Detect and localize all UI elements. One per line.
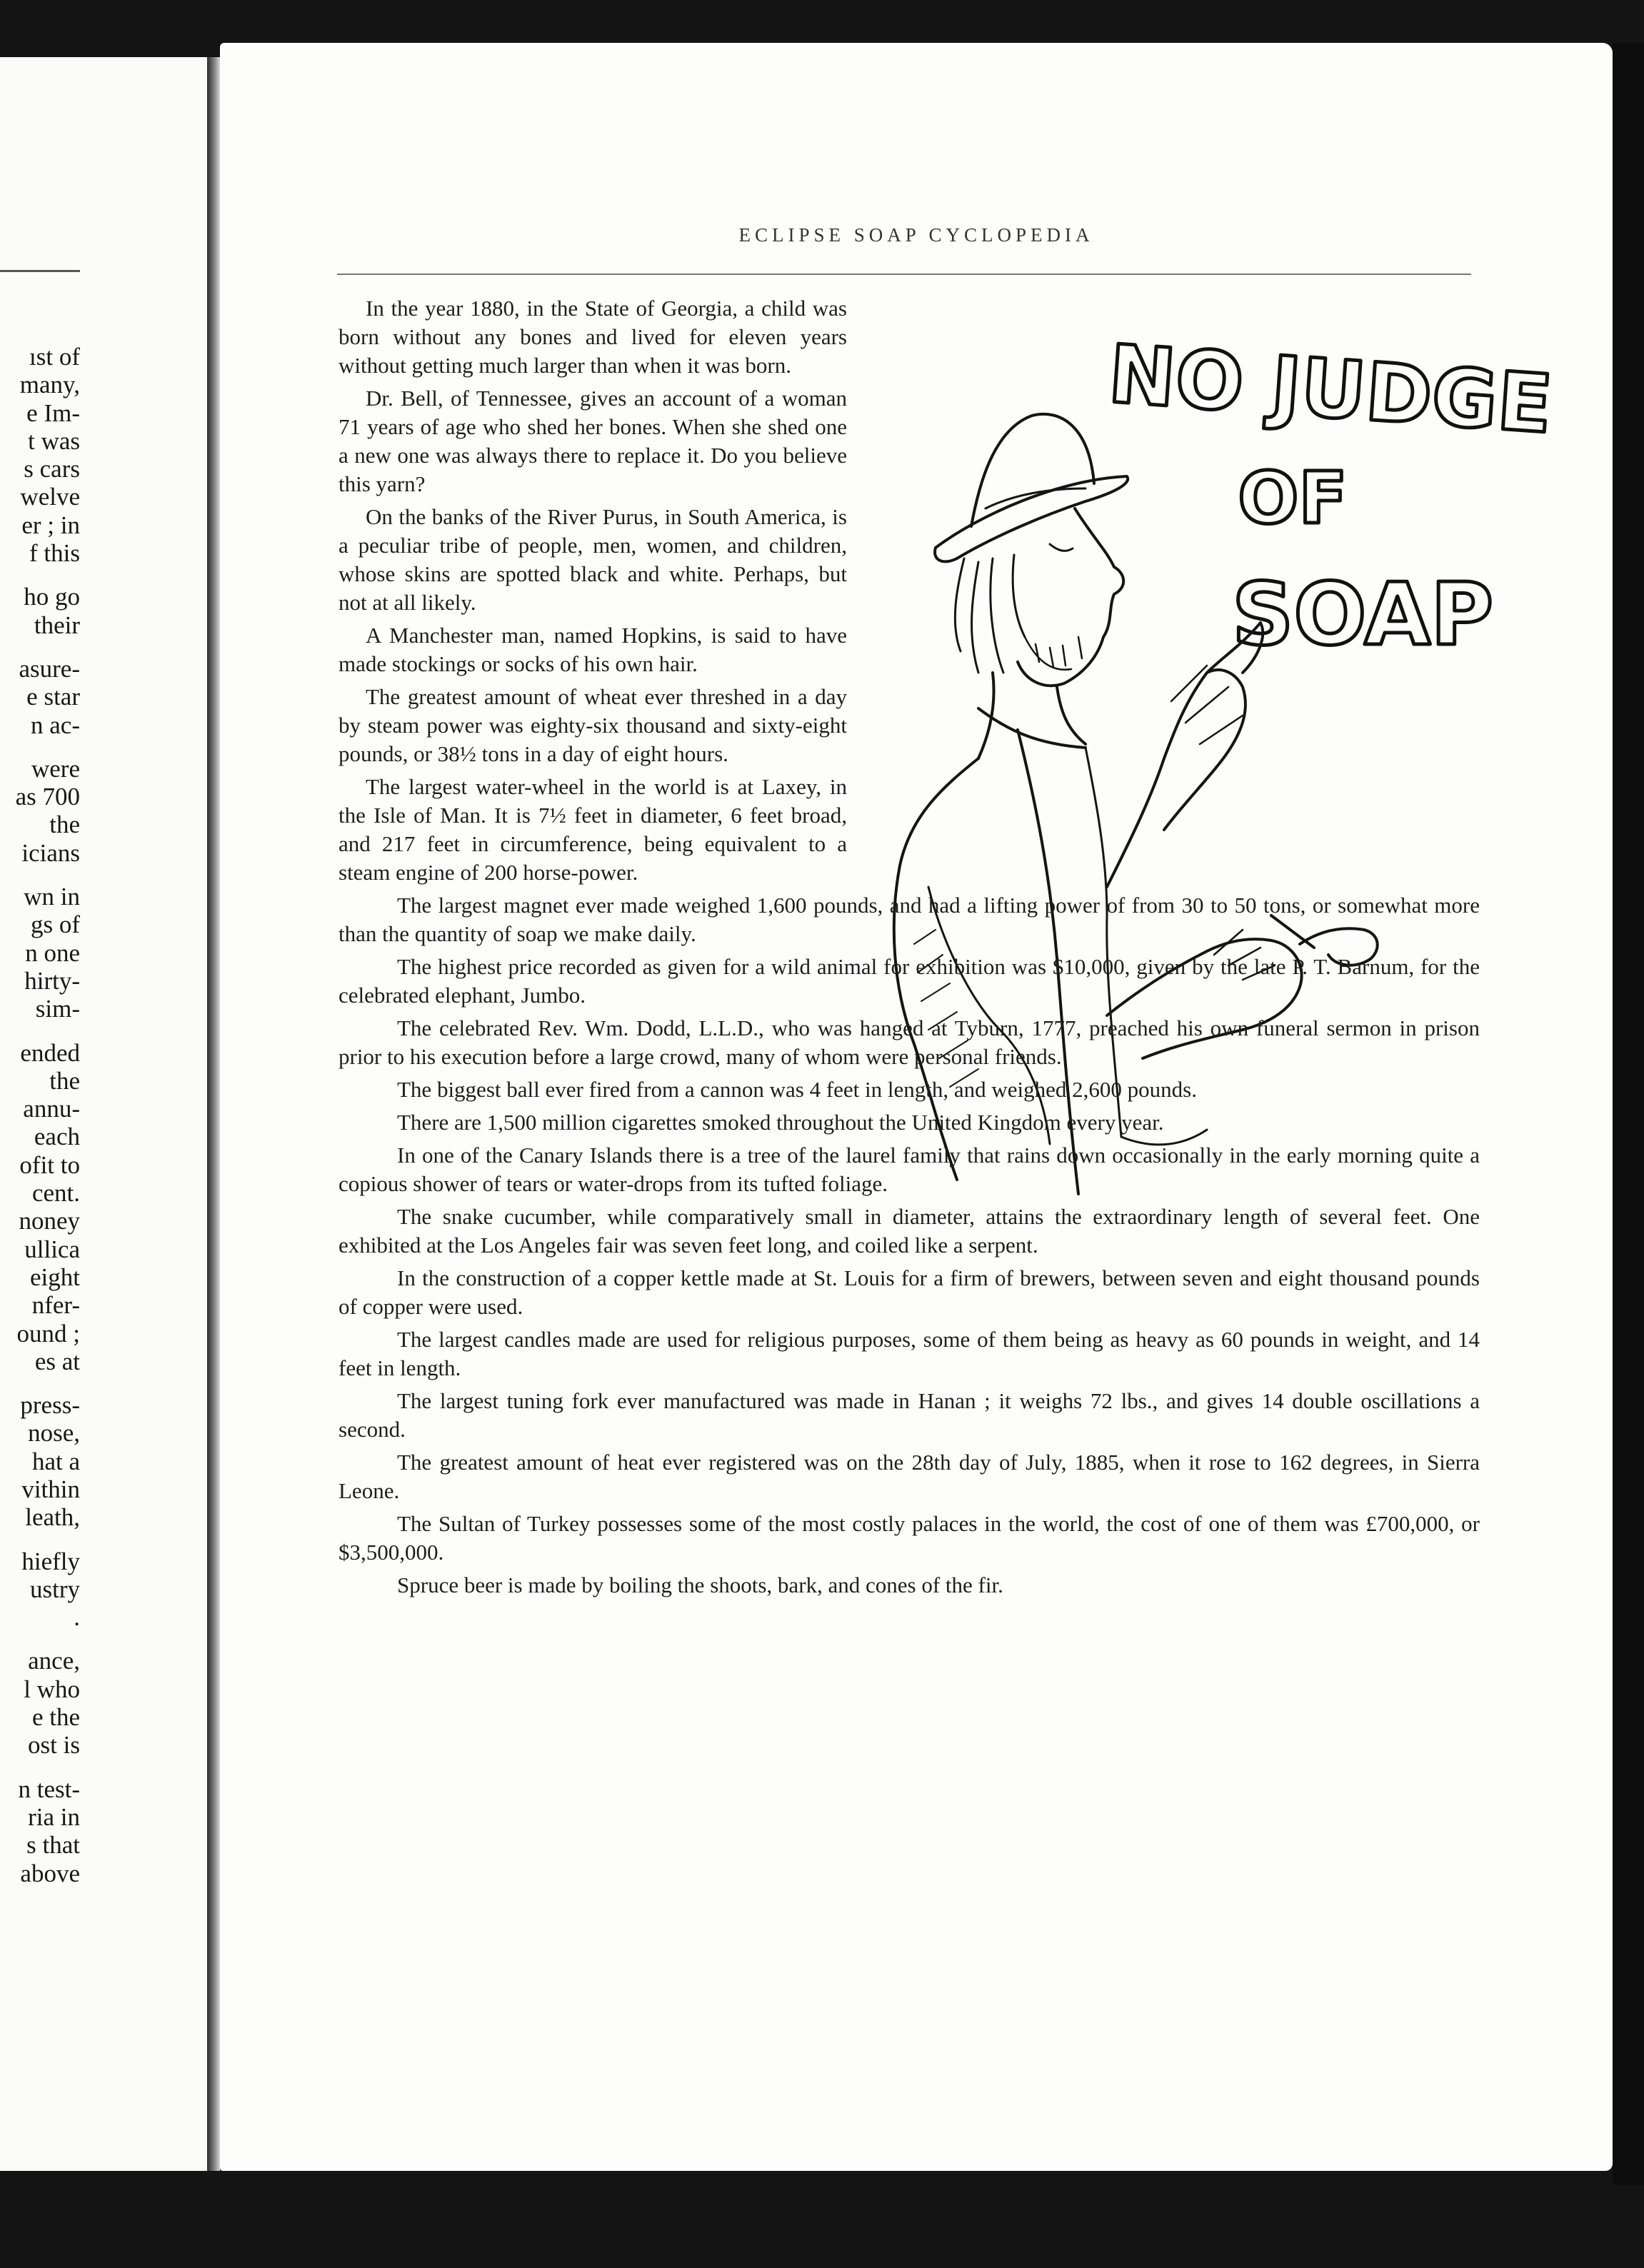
line-gap — [0, 1375, 80, 1391]
previous-page-line: ho go — [24, 583, 80, 611]
article-paragraph: Dr. Bell, of Tennessee, gives an account of a woman 71 years of age who shed her bones. When she shed one a new one was always there to replace it. Do you believe this yarn? — [339, 386, 847, 496]
previous-page-line: es at — [34, 1347, 80, 1375]
line-gap — [0, 1760, 80, 1775]
previous-page-line: er ; in — [21, 511, 80, 539]
previous-page-line: the — [49, 811, 80, 839]
previous-page-fragment — [0, 57, 207, 2171]
previous-page-line: e the — [31, 1703, 80, 1732]
previous-page-line: asure- — [19, 654, 80, 683]
previous-page-line: ria in — [28, 1802, 80, 1831]
article-paragraph: On the banks of the River Purus, in South America, is a peculiar tribe of people, men, women, and children, whose skins are spotted black and white. Perhaps, but not at all likely. — [339, 504, 847, 615]
previous-page-line: noney — [19, 1207, 80, 1235]
article-paragraph: In the year 1880, in the State of Georgia, a child was born without any bones and lived for eleven years without getting much larger than when it was born. — [339, 296, 847, 378]
previous-page-line: annu- — [23, 1095, 80, 1123]
previous-page-line: vithin — [21, 1475, 80, 1503]
article-paragraph: The greatest amount of wheat ever threshed in a day by steam power was eighty-six thousand and sixty-eight pounds, or 38½ tons in a day of eight hours. — [339, 684, 847, 766]
previous-page-line: s that — [26, 1831, 80, 1860]
article-paragraph: The largest magnet ever made weighed 1,600 pounds, and had a lifting power of from 30 to 50 tons, or somewhat more than the quantity of soap we make daily. — [339, 893, 1480, 946]
article-paragraph: The greatest amount of heat ever registered was on the 28th day of July, 1885, when it rose to 162 degrees, in Sierra Leone. — [339, 1450, 1480, 1503]
article-paragraph: The largest water-wheel in the world is at Laxey, in the Isle of Man. It is 7½ feet in diameter, 6 feet broad, and 217 feet in circumference, being equivalent to a steam engine of 200 horse-power. — [339, 774, 847, 885]
previous-page-line: their — [34, 611, 80, 639]
previous-page-line: wn in — [24, 883, 80, 911]
previous-page-line: above — [20, 1859, 80, 1887]
previous-page-line: hirty- — [24, 966, 80, 995]
previous-page-line: . — [74, 1603, 80, 1632]
previous-page-line: s cars — [24, 455, 80, 483]
previous-page-line: ound ; — [16, 1319, 80, 1348]
article-paragraph: In the construction of a copper kettle made at St. Louis for a firm of brewers, between seven and eight thousand pounds of copper were used. — [339, 1265, 1480, 1319]
header-rule — [337, 274, 1471, 275]
previous-page-line: t was — [28, 426, 80, 455]
article-paragraph: The celebrated Rev. Wm. Dodd, L.L.D., who was hanged at Tyburn, 1777, preached his own funeral sermon in prison prior to his execution before a large crowd, many of whom were personal friends. — [339, 1015, 1480, 1069]
previous-page-line: icians — [21, 838, 80, 867]
line-gap — [0, 1023, 80, 1039]
previous-page-line: gs of — [30, 910, 80, 939]
article-paragraph: The largest candles made are used for religious purposes, some of them being as heavy as 60 pounds in weight, and 14 feet in length. — [339, 1327, 1480, 1380]
previous-page-line: sim- — [35, 995, 80, 1023]
previous-page-line: the — [49, 1066, 80, 1095]
book-gutter — [207, 57, 220, 2171]
line-gap — [0, 567, 80, 583]
article-paragraph: The snake cucumber, while comparatively small in diameter, attains the extraordinary length of several feet. One exhibited at the Los Angeles fair was seven feet long, and coiled like a serpent. — [339, 1204, 1480, 1258]
article-paragraph: Spruce beer is made by boiling the shoots, bark, and cones of the fir. — [397, 1572, 1003, 1597]
previous-page-line: nose, — [28, 1419, 80, 1447]
previous-page-line: n ac- — [31, 711, 80, 739]
line-gap — [0, 639, 80, 655]
line-gap — [0, 867, 80, 883]
article-paragraph: The highest price recorded as given for a wild animal for exhibition was $10,000, given by the late P. T. Barnum, for the celebrated elephant, Jumbo. — [339, 954, 1480, 1008]
previous-page-line: cent. — [31, 1179, 80, 1208]
previous-page-line: ıst of — [29, 343, 80, 371]
full-width-column — [339, 891, 1480, 1600]
previous-page-line: leath, — [25, 1503, 80, 1532]
previous-page-line: nfer- — [31, 1291, 80, 1320]
article-paragraph: A Manchester man, named Hopkins, is said to have made stockings or socks of his own hair. — [339, 623, 847, 676]
previous-page-line: hiefly — [21, 1547, 80, 1575]
cartoon-title-line-3: SOAP — [1232, 566, 1494, 665]
body-text — [339, 294, 1480, 1604]
previous-page-line: f this — [29, 539, 80, 568]
article-paragraph: There are 1,500 million cigarettes smoked throughout the United Kingdom every year. — [397, 1110, 1164, 1135]
previous-page-line: each — [34, 1123, 80, 1151]
previous-page-line: ullica — [24, 1235, 80, 1263]
line-gap — [0, 1631, 80, 1647]
previous-page-line: n one — [25, 938, 80, 967]
line-gap — [0, 739, 80, 755]
previous-page-line: as 700 — [15, 783, 80, 811]
previous-page-line: ustry — [30, 1575, 80, 1603]
previous-page-line: were — [31, 754, 80, 783]
page — [220, 43, 1613, 2171]
previous-page-line: e star — [26, 683, 80, 711]
running-head: ECLIPSE SOAP CYCLOPEDIA — [738, 224, 1094, 246]
previous-page-line: l who — [24, 1675, 80, 1703]
previous-page-line: ended — [20, 1038, 80, 1067]
article-paragraph: The Sultan of Turkey possesses some of the most costly palaces in the world, the cost of one of them was £700,000, or $3,500,000. — [339, 1511, 1480, 1565]
cartoon-title-line-2: OF — [1238, 456, 1348, 540]
cartoon-title-line-1: NO JUDGE — [1106, 328, 1555, 452]
scan-border — [1613, 43, 1644, 2185]
previous-page-line: ance, — [28, 1647, 80, 1675]
previous-page-line: ofit to — [19, 1150, 80, 1179]
line-gap — [0, 1532, 80, 1547]
previous-page-line: ost is — [28, 1731, 80, 1760]
article-paragraph: The biggest ball ever fired from a cannon was 4 feet in length, and weighed 2,600 pounds. — [397, 1077, 1197, 1102]
article-paragraph: In one of the Canary Islands there is a tree of the laurel family that rains down occasionally in the early morning quite a copious shower of tears or water-drops from its tufted foliage. — [339, 1143, 1480, 1196]
previous-page-line: eight — [30, 1263, 80, 1291]
previous-page-line: press- — [20, 1391, 80, 1420]
previous-page-text — [0, 343, 80, 1887]
previous-page-line: welve — [20, 483, 80, 511]
previous-page-line: e Im- — [26, 398, 80, 427]
previous-page-line: hat a — [31, 1447, 80, 1475]
previous-page-line: n test- — [18, 1775, 80, 1803]
article-paragraph: The largest tuning fork ever manufactured was made in Hanan ; it weighs 72 lbs., and gives 14 double oscillations a second. — [339, 1388, 1480, 1442]
previous-page-line: many, — [19, 371, 80, 399]
previous-page-rule — [0, 270, 80, 272]
narrow-column — [339, 294, 847, 887]
